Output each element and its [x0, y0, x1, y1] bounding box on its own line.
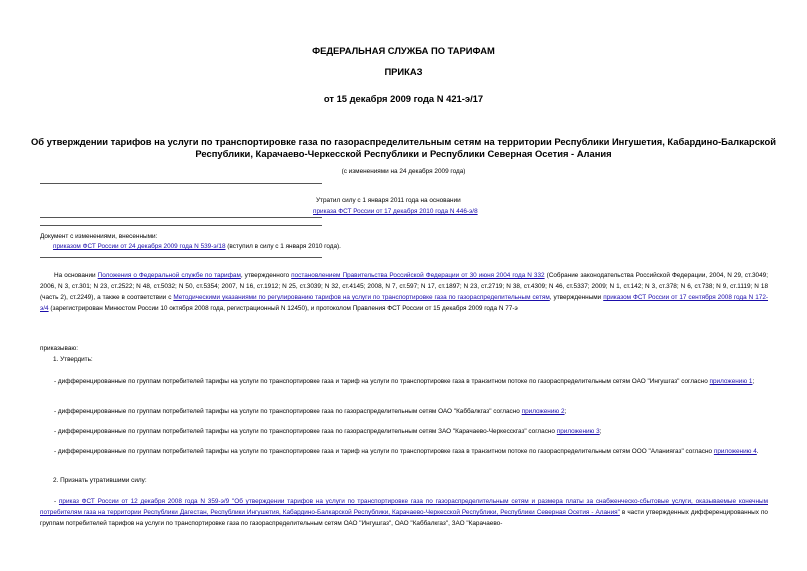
fst-order-link[interactable]: приказом ФСТ России от 17 сентября 2008 года N 172-э/4 [40, 294, 769, 312]
appendix-2-link[interactable]: приложению 2 [521, 408, 565, 415]
item-end: ; [564, 408, 567, 415]
appendix-4-link[interactable]: приложению 4 [713, 448, 757, 455]
item-end: ; [599, 428, 602, 435]
government-decree-link[interactable]: постановлением Правительства Российской Федерации от 30 июня 2004 года N 332 [291, 272, 545, 279]
basis-paragraph [40, 270, 768, 314]
regulation-link[interactable]: Положения о Федеральной службе по тарифам [97, 272, 241, 279]
divider [40, 225, 322, 226]
appendix-3-link[interactable]: приложению 3 [556, 428, 600, 435]
changes-note: (с изменениями на 24 декабря 2009 года) [341, 168, 466, 175]
basis-text: (зарегистрирован Минюстом России 10 октября 2008 года, регистрационный N 12450), и протоколом Правления ФСТ России от 15 декабря 2009 года N 77-э [48, 305, 518, 312]
agency-heading: ФЕДЕРАЛЬНАЯ СЛУЖБА ПО ТАРИФАМ [312, 45, 495, 56]
approve-item-4 [40, 446, 768, 457]
item-text: - дифференцированные по группам потребителей тарифы на услуги по транспортировке газа по газораспределительным сетям ЗАО "Карачаево-Черкесскгаз" согласно [54, 428, 557, 435]
approve-item-1 [40, 376, 768, 387]
item-1-heading: 1. Утвердить: [53, 356, 93, 363]
item-text: - дифференцированные по группам потребителей тарифы на услуги по транспортировке газа и тариф на услуги по транспортировке газа в транзитном потоке по газораспределительным сетям ОАО "Ингушгаз" согласно [54, 378, 710, 385]
divider [40, 257, 322, 258]
amendment-link[interactable]: приказом ФСТ России от 24 декабря 2009 года N 539-э/18 [53, 243, 226, 250]
basis-text: , утвержденного [240, 272, 292, 279]
item-text: - дифференцированные по группам потребителей тарифы на услуги по транспортировке газа и тариф на услуги по транспортировке газа в транзитном потоке по газораспределительным сетям ООО "Аланиягаз" согласно [54, 448, 714, 455]
basis-text: (Собрание законодательства Российской Федерации, 2004, N 29, ст.3049; 2006, N 3, ст.301; N 23, ст.2522; N 48, ст.5032; N 50, ст.5354; 2007, N 16, ст.1912; N 25, ст.3039; N 32, ст.4145; 2008, N 7, ст.597; N 17, ст.1897; N 23, ст.2719; N 38, ст.4309; N 46, ст.5337; 2009; N 1, ст.142; N 3, ст.378; N 6, ст.738; N 9, ст.1119; N 18 (часть 2), ст.2249), а также в соответствии с [40, 272, 768, 301]
item-text: - дифференцированные по группам потребителей тарифы на услуги по транспортировке газа по газораспределительным сетям ОАО "Каббалкгаз" согласно [54, 408, 522, 415]
title-line-1: Об утверждении тарифов на услуги по транспортировке газа по газораспределительным сетям на территории Республики Ингушетия, Кабардино-Балкарской [31, 136, 776, 147]
amendments-line [53, 243, 341, 250]
date-number-heading: от 15 декабря 2009 года N 421-э/17 [323, 93, 484, 104]
doc-type-heading: ПРИКАЗ [384, 66, 423, 77]
repeal-text: в части утвержденных дифференцированных по группам потребителей тарифов на услуги по транспортировке газа по газораспределительным сетям ОАО "Ингушгаз", ОАО "Каббалкгаз", ЗАО "Карачаево- [40, 509, 768, 527]
item-end: . [756, 448, 759, 455]
basis-text: , утвержденными [549, 294, 604, 301]
approve-item-2 [40, 406, 768, 417]
divider [40, 183, 322, 184]
orders-line: приказываю: [40, 345, 78, 352]
amendment-suffix: (вступил в силу с 1 января 2010 года). [225, 243, 341, 250]
lost-force-text: Утратил силу с 1 января 2011 года на основании [316, 197, 461, 204]
approve-item-3 [40, 426, 768, 437]
basis-text: На основании [54, 272, 98, 279]
item-2-heading: 2. Признать утратившими силу: [53, 477, 147, 484]
guidelines-link[interactable]: Методическими указаниями по регулированию тарифов на услуги по транспортировке газа по газораспределительным сетям [173, 294, 550, 301]
divider [40, 217, 322, 218]
appendix-1-link[interactable]: приложению 1 [709, 378, 753, 385]
repeal-text: - [54, 498, 59, 505]
lost-force-link[interactable]: приказа ФСТ России от 17 декабря 2010 года N 446-э/8 [313, 208, 478, 215]
repeal-paragraph [40, 496, 768, 529]
amendments-label: Документ с изменениями, внесенными: [40, 233, 158, 240]
title-line-2: Республики, Карачаево-Черкесской Республики и Республики Северная Осетия - Алания [195, 148, 612, 159]
repealed-order-link[interactable]: приказ ФСТ России от 12 декабря 2008 года N 359-э/9 "Об утверждении тарифов на услуги по транспортировке газа по газораспределительным сетям и размера платы за снабженческо-сбытовые услуги, оказываемые конечным потребителям газа на территории Республики Дагестан, Республики Ингушетия, Кабардино-Балкарской Республики, Карачаево-Черкесской Республики, Республики Северная Осетия - Алания" [40, 498, 769, 516]
item-end: ; [752, 378, 755, 385]
